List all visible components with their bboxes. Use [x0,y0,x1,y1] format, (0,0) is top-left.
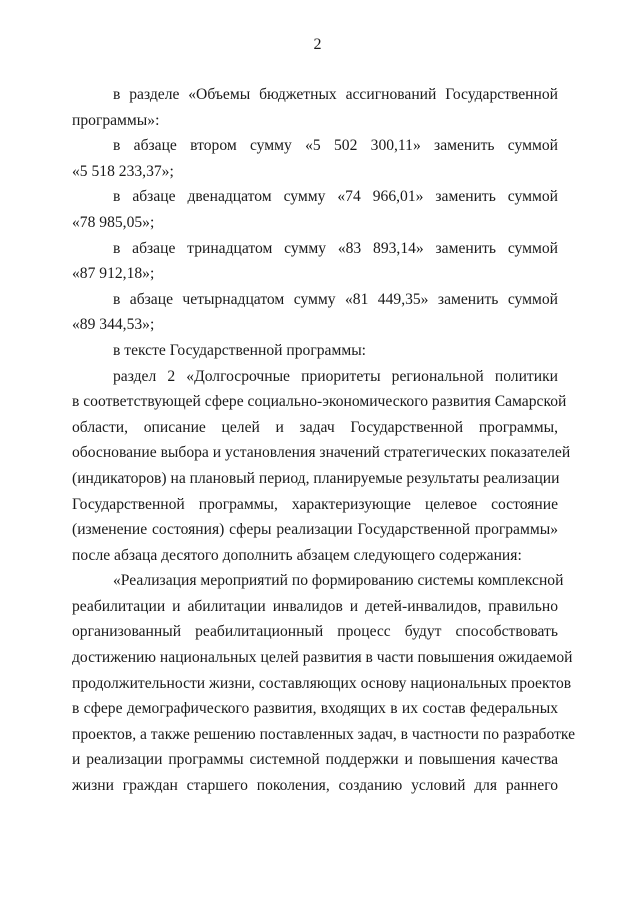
section-intro-line-2: программы»: [72,111,160,129]
amendment-line-1: в абзаце двенадцатом сумму «74 966,01» заменить суммой [113,188,558,206]
amendment-item [72,287,558,338]
document-body [72,82,575,799]
section2-line: области, описание целей и задач Государственной программы, [72,418,558,436]
amendment-line-2: «87 912,18»; [72,265,155,283]
section2-line: (индикаторов) на плановый период, планируемые результаты реализации [72,469,560,487]
quote-line: реабилитации и абилитации инвалидов и детей-инвалидов, правильно [72,597,558,615]
quote-line: продолжительности жизни, составляющих основу национальных проектов [72,674,572,692]
page-number: 2 [313,36,322,53]
section2-line: после абзаца десятого дополнить абзацем следующего содержания: [72,546,522,564]
section2-line: обоснование выбора и установления значений стратегических показателей [72,444,571,462]
quote-line: и реализации программы системной поддержки и повышения качества [72,751,558,769]
quote-line: в сфере демографического развития, входящих в их состав федеральных [72,700,558,718]
amendment-list [72,133,558,338]
quote-line: организованный реабилитационный процесс будут способствовать [72,623,558,641]
section2-line: в соответствующей сфере социально-экономического развития Самарской [72,393,567,411]
quote-line: проектов, а также решению поставленных задач, в частности по разработке [72,725,575,743]
text-intro-line: в тексте Государственной программы: [113,341,367,359]
text-intro-paragraph [72,338,558,364]
amendment-line-2: «78 985,05»; [72,213,155,231]
section-intro-paragraph [72,82,558,133]
amendment-line-1: в абзаце втором сумму «5 502 300,11» заменить суммой [113,137,558,155]
section2-line: (изменение состояния) сферы реализации Государственной программы» [72,521,558,539]
amendment-line-1: в абзаце тринадцатом сумму «83 893,14» заменить суммой [113,239,558,257]
quote-line: «Реализация мероприятий по формированию системы комплексной [113,572,564,590]
amendment-item [72,184,558,235]
section2-line: Государственной программы, характеризующие целевое состояние [72,495,558,513]
amendment-item [72,133,558,184]
amendment-line-2: «5 518 233,37»; [72,162,174,180]
section-intro-line-1: в разделе «Объемы бюджетных ассигнований Государственной [113,86,558,103]
quote-line: достижению национальных целей развития в части повышения ожидаемой [72,649,573,667]
amendment-line-1: в абзаце четырнадцатом сумму «81 449,35» заменить суммой [113,290,558,308]
quote-paragraph [72,568,575,798]
section2-paragraph [72,364,571,569]
quote-line: жизни граждан старшего поколения, созданию условий для раннего [72,777,558,795]
amendment-item [72,236,558,287]
amendment-line-2: «89 344,53»; [72,316,155,334]
section2-line: раздел 2 «Долгосрочные приоритеты региональной политики [113,367,558,385]
